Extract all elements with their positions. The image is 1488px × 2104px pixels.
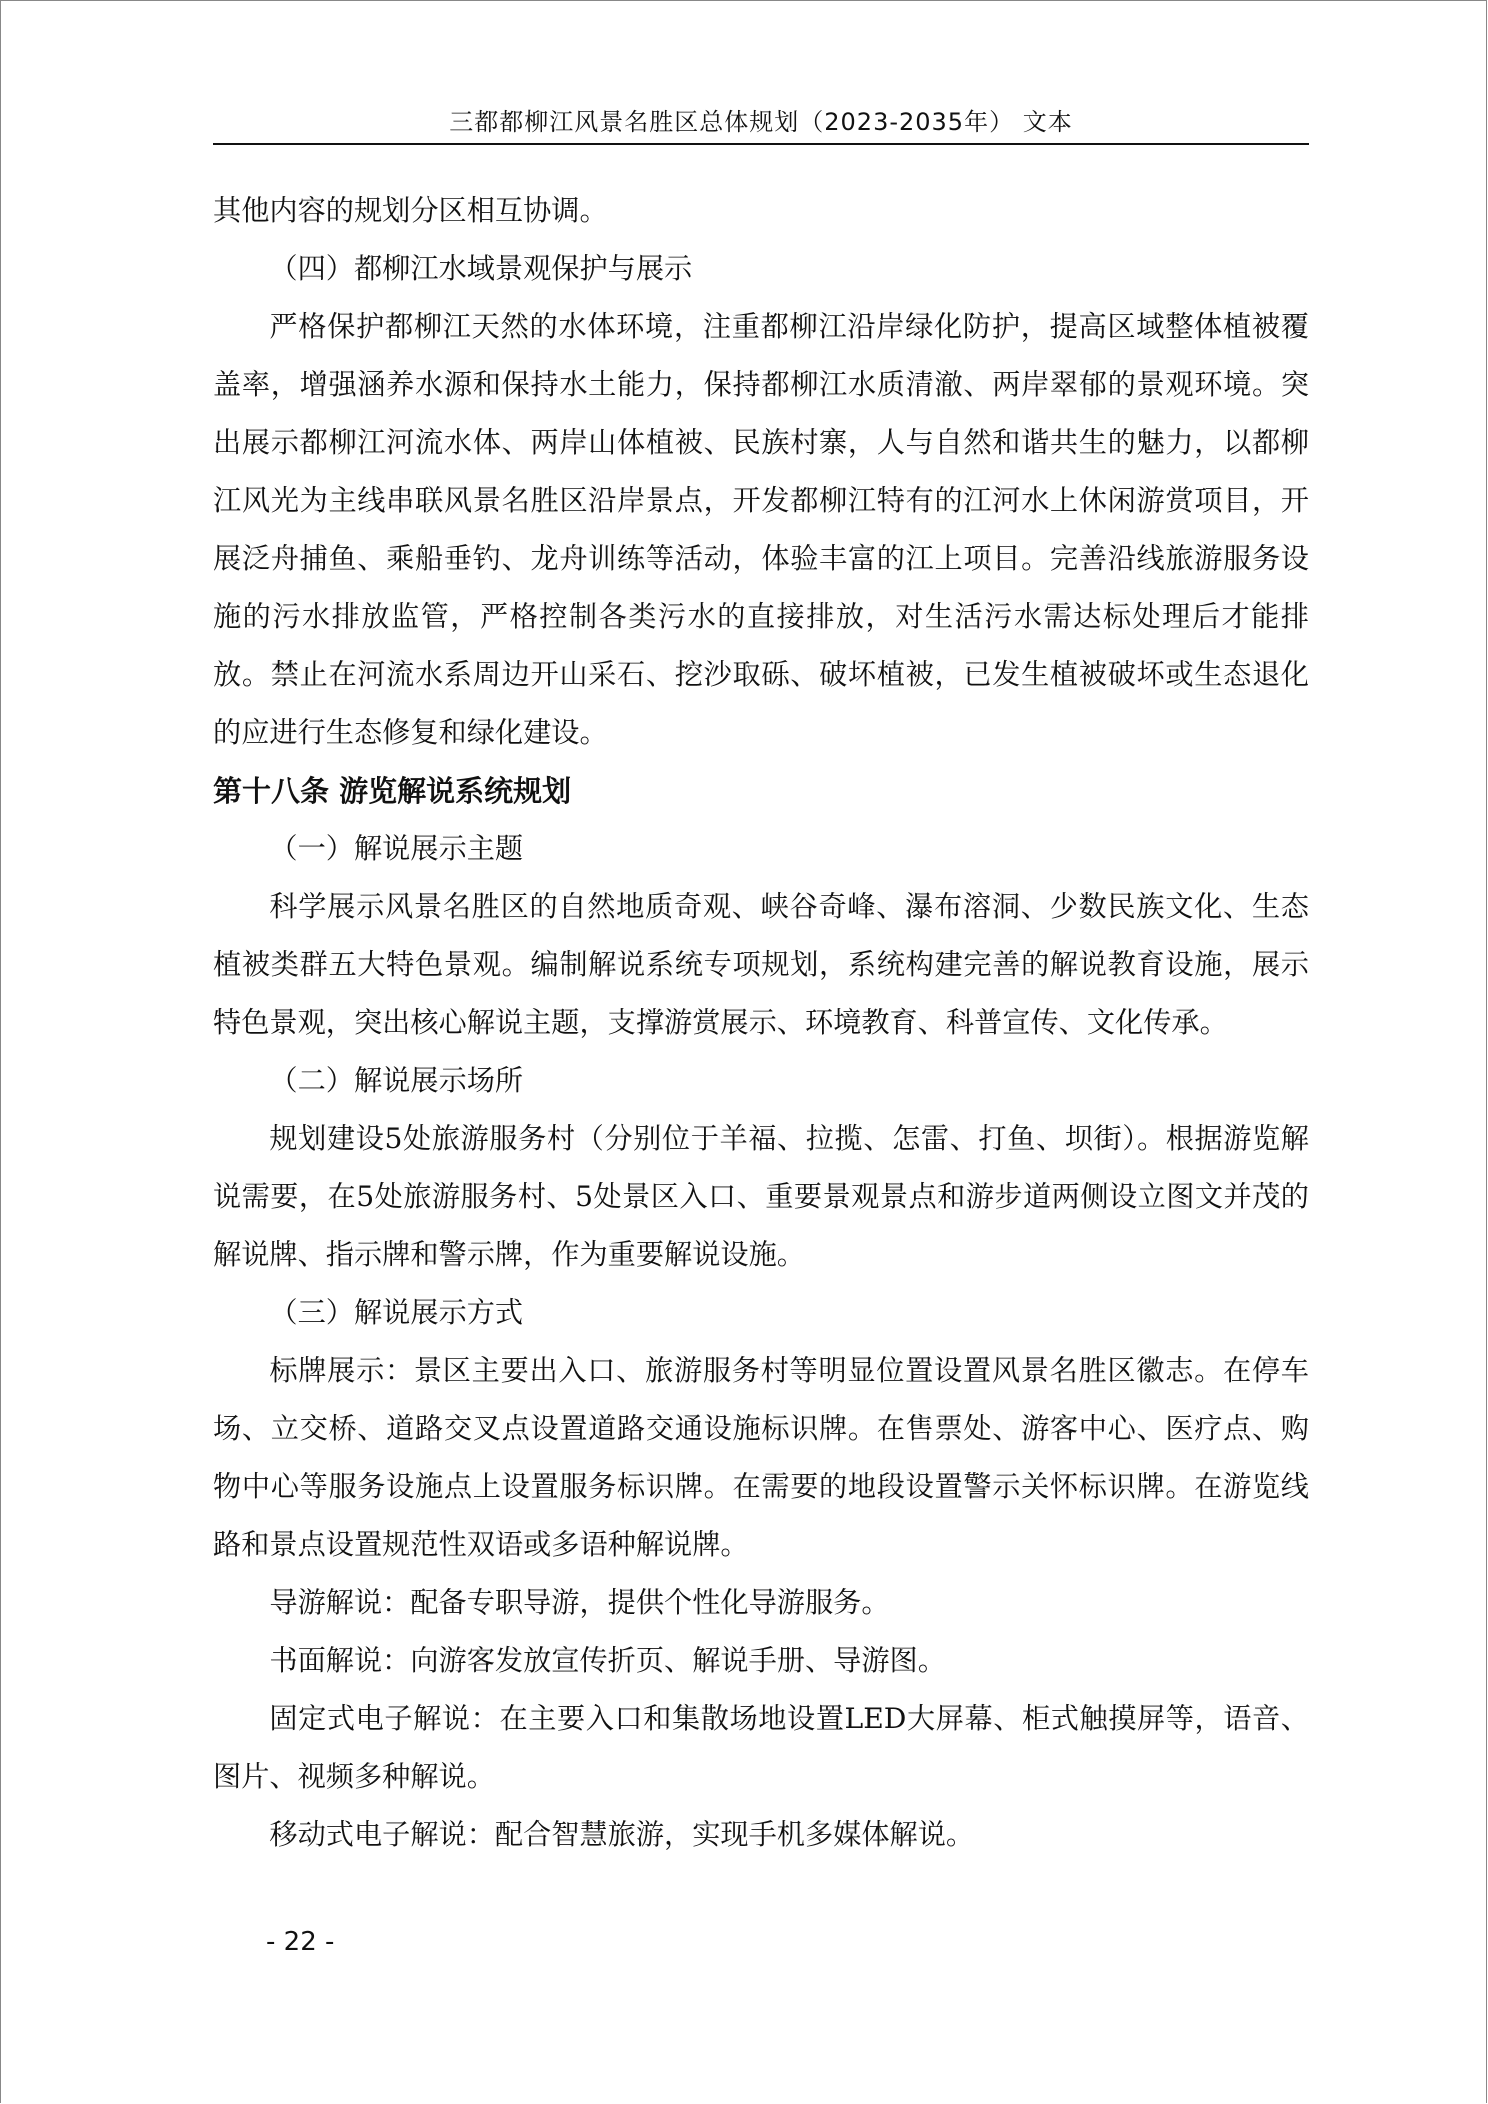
running-header: 三都都柳江风景名胜区总体规划（2023-2035年） 文本 xyxy=(449,108,1073,136)
paragraph: 标牌展示：景区主要出入口、旅游服务村等明显位置设置风景名胜区徽志。在停车场、立交桥、道路交叉点设置道路交通设施标识牌。在售票处、游客中心、医疗点、购物中心等服务设施点上设置服务标识牌。在需要的地段设置警示关怀标识牌。在游览线路和景点设置规范性双语或多语种解说牌。 xyxy=(213,1354,1309,1561)
paragraph: 书面解说：向游客发放宣传折页、解说手册、导游图。 xyxy=(269,1644,946,1677)
subsection-heading: （二）解说展示场所 xyxy=(269,1064,524,1097)
subsection-heading: （三）解说展示方式 xyxy=(269,1296,524,1329)
paragraph: 固定式电子解说：在主要入口和集散场地设置LED大屏幕、柜式触摸屏等，语音、图片、视频多种解说。 xyxy=(213,1702,1309,1793)
paragraph: 移动式电子解说：配合智慧旅游，实现手机多媒体解说。 xyxy=(269,1818,975,1851)
paragraph-continuation: 其他内容的规划分区相互协调。 xyxy=(213,194,608,227)
subsection-heading: （四）都柳江水域景观保护与展示 xyxy=(269,252,693,285)
subsection-heading: （一）解说展示主题 xyxy=(269,832,524,865)
paragraph: 导游解说：配备专职导游，提供个性化导游服务。 xyxy=(269,1586,890,1619)
header-rule xyxy=(213,143,1309,145)
page-number: - 22 - xyxy=(266,1927,335,1957)
paragraph: 规划建设5处旅游服务村（分别位于羊福、拉揽、怎雷、打鱼、坝街）。根据游览解说需要，在5处旅游服务村、5处景区入口、重要景观景点和游步道两侧设立图文并茂的解说牌、指示牌和警示牌，作为重要解说设施。 xyxy=(213,1122,1309,1271)
article-heading: 第十八条 游览解说系统规划 xyxy=(213,774,572,808)
paragraph: 科学展示风景名胜区的自然地质奇观、峡谷奇峰、瀑布溶洞、少数民族文化、生态植被类群五大特色景观。编制解说系统专项规划，系统构建完善的解说教育设施，展示特色景观，突出核心解说主题，支撑游赏展示、环境教育、科普宣传、文化传承。 xyxy=(213,890,1309,1039)
paragraph: 严格保护都柳江天然的水体环境，注重都柳江沿岸绿化防护，提高区域整体植被覆盖率，增强涵养水源和保持水土能力，保持都柳江水质清澈、两岸翠郁的景观环境。突出展示都柳江河流水体、两岸山体植被、民族村寨，人与自然和谐共生的魅力，以都柳江风光为主线串联风景名胜区沿岸景点，开发都柳江特有的江河水上休闲游赏项目，开展泛舟捕鱼、乘船垂钓、龙舟训练等活动，体验丰富的江上项目。完善沿线旅游服务设施的污水排放监管，严格控制各类污水的直接排放，对生活污水需达标处理后才能排放。禁止在河流水系周边开山采石、挖沙取砾、破坏植被，已发生植被破坏或生态退化的应进行生态修复和绿化建设。 xyxy=(213,310,1309,749)
document-body xyxy=(213,182,1309,1864)
